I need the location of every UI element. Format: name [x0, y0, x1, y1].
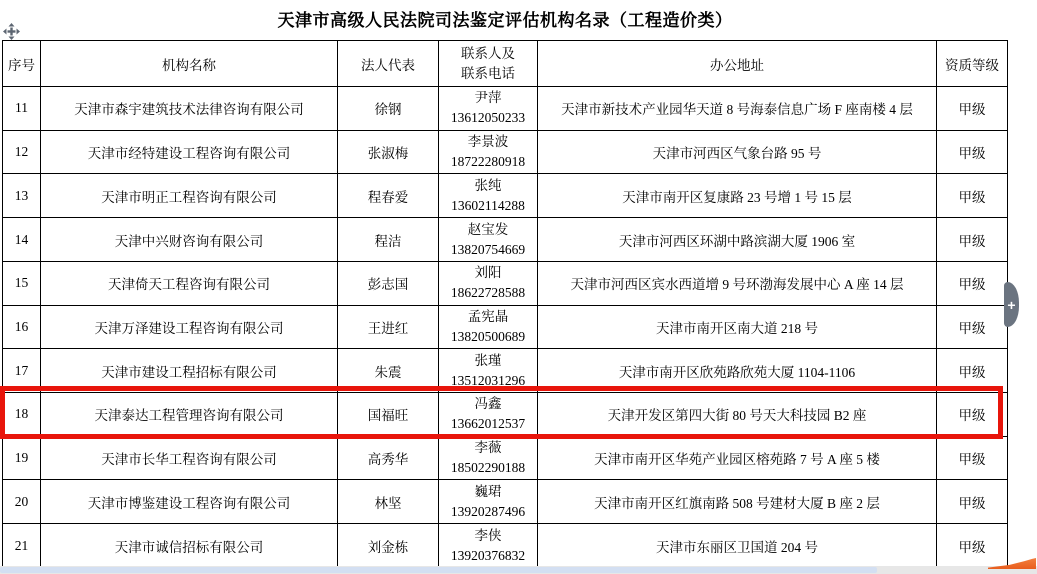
cell-institution-name: 天津市经特建设工程咨询有限公司 — [41, 130, 338, 174]
header-cell-contact: 联系人及 联系电话 — [439, 41, 538, 87]
table-row — [3, 305, 1008, 349]
cell-contact: 李薇 18502290188 — [439, 436, 538, 480]
header-cell-name: 机构名称 — [41, 41, 338, 87]
table-row — [3, 218, 1008, 262]
header-cell-address: 办公地址 — [538, 41, 937, 87]
cell-grade: 甲级 — [937, 393, 1008, 437]
cell-legal-rep: 王进红 — [338, 305, 439, 349]
cell-legal-rep: 高秀华 — [338, 436, 439, 480]
cell-seq: 14 — [3, 218, 41, 262]
cell-contact: 赵宝发 13820754669 — [439, 218, 538, 262]
cell-institution-name: 天津倚天工程咨询有限公司 — [41, 261, 338, 305]
table-row — [3, 174, 1008, 218]
table-row — [3, 349, 1008, 393]
cell-grade: 甲级 — [937, 130, 1008, 174]
cell-legal-rep: 刘金栋 — [338, 524, 439, 568]
table-row — [3, 87, 1008, 131]
cell-address: 天津市南开区华苑产业园区榕苑路 7 号 A 座 5 楼 — [538, 436, 937, 480]
horizontal-scrollbar-thumb[interactable] — [0, 567, 877, 573]
table-row — [3, 130, 1008, 174]
header-cell-legal_rep: 法人代表 — [338, 41, 439, 87]
cell-legal-rep: 彭志国 — [338, 261, 439, 305]
cell-seq: 11 — [3, 87, 41, 131]
cell-address: 天津市南开区红旗南路 508 号建材大厦 B 座 2 层 — [538, 480, 937, 524]
cell-address: 天津市南开区欣苑路欣苑大厦 1104-1106 — [538, 349, 937, 393]
table-move-handle[interactable] — [3, 23, 20, 40]
cell-legal-rep: 朱震 — [338, 349, 439, 393]
cell-legal-rep: 程洁 — [338, 218, 439, 262]
cell-contact: 李景波 18722280918 — [439, 130, 538, 174]
cell-seq: 13 — [3, 174, 41, 218]
cell-seq: 15 — [3, 261, 41, 305]
cell-grade: 甲级 — [937, 261, 1008, 305]
cell-address: 天津开发区第四大街 80 号天大科技园 B2 座 — [538, 393, 937, 437]
cell-institution-name: 天津市博鉴建设工程咨询有限公司 — [41, 480, 338, 524]
cell-contact: 张瑾 13512031296 — [439, 349, 538, 393]
cell-grade: 甲级 — [937, 436, 1008, 480]
cell-seq: 12 — [3, 130, 41, 174]
cell-contact: 冯鑫 13662012537 — [439, 393, 538, 437]
side-expand-handle[interactable] — [1004, 282, 1019, 327]
cell-institution-name: 天津市诚信招标有限公司 — [41, 524, 338, 568]
cell-address: 天津市南开区南大道 218 号 — [538, 305, 937, 349]
cell-seq: 16 — [3, 305, 41, 349]
cell-seq: 21 — [3, 524, 41, 568]
cell-address: 天津市东丽区卫国道 204 号 — [538, 524, 937, 568]
cell-seq: 20 — [3, 480, 41, 524]
cell-address: 天津市河西区环湖中路滨湖大厦 1906 室 — [538, 218, 937, 262]
cell-seq: 19 — [3, 436, 41, 480]
cell-contact: 张纯 13602114288 — [439, 174, 538, 218]
table-header-row — [3, 41, 1008, 87]
table-row — [3, 524, 1008, 568]
horizontal-scrollbar-track[interactable] — [0, 566, 1037, 574]
cell-legal-rep: 张淑梅 — [338, 130, 439, 174]
cell-legal-rep: 程春爱 — [338, 174, 439, 218]
page-title: 天津市高级人民法院司法鉴定评估机构名录（工程造价类） — [277, 11, 733, 30]
cell-grade: 甲级 — [937, 524, 1008, 568]
table-row — [3, 261, 1008, 305]
cell-grade: 甲级 — [937, 349, 1008, 393]
plus-icon: + — [1007, 296, 1016, 313]
institutions-table — [2, 40, 1008, 568]
header-cell-seq: 序号 — [3, 41, 41, 87]
cell-contact: 刘阳 18622728588 — [439, 261, 538, 305]
cell-institution-name: 天津万泽建设工程咨询有限公司 — [41, 305, 338, 349]
cell-grade: 甲级 — [937, 87, 1008, 131]
cell-contact: 孟宪晶 13820500689 — [439, 305, 538, 349]
cell-address: 天津市新技术产业园华天道 8 号海泰信息广场 F 座南楼 4 层 — [538, 87, 937, 131]
cell-address: 天津市南开区复康路 23 号增 1 号 15 层 — [538, 174, 937, 218]
cell-institution-name: 天津市建设工程招标有限公司 — [41, 349, 338, 393]
table-row — [3, 436, 1008, 480]
cell-grade: 甲级 — [937, 305, 1008, 349]
table-row-highlighted — [3, 393, 1008, 437]
cell-grade: 甲级 — [937, 480, 1008, 524]
cell-seq: 17 — [3, 349, 41, 393]
cell-contact: 巍珺 13920287496 — [439, 480, 538, 524]
cell-seq: 18 — [3, 393, 41, 437]
cell-legal-rep: 国福旺 — [338, 393, 439, 437]
cell-institution-name: 天津市森宇建筑技术法律咨询有限公司 — [41, 87, 338, 131]
cell-institution-name: 天津市明正工程咨询有限公司 — [41, 174, 338, 218]
cell-institution-name: 天津中兴财咨询有限公司 — [41, 218, 338, 262]
header-cell-grade: 资质等级 — [937, 41, 1008, 87]
cell-legal-rep: 林坚 — [338, 480, 439, 524]
cell-institution-name: 天津泰达工程管理咨询有限公司 — [41, 393, 338, 437]
cell-contact: 尹萍 13612050233 — [439, 87, 538, 131]
cell-institution-name: 天津市长华工程咨询有限公司 — [41, 436, 338, 480]
cell-contact: 李侠 13920376832 — [439, 524, 538, 568]
cell-grade: 甲级 — [937, 174, 1008, 218]
table-row — [3, 480, 1008, 524]
cell-address: 天津市河西区气象台路 95 号 — [538, 130, 937, 174]
cell-legal-rep: 徐钢 — [338, 87, 439, 131]
cell-address: 天津市河西区宾水西道增 9 号环渤海发展中心 A 座 14 层 — [538, 261, 937, 305]
cell-grade: 甲级 — [937, 218, 1008, 262]
